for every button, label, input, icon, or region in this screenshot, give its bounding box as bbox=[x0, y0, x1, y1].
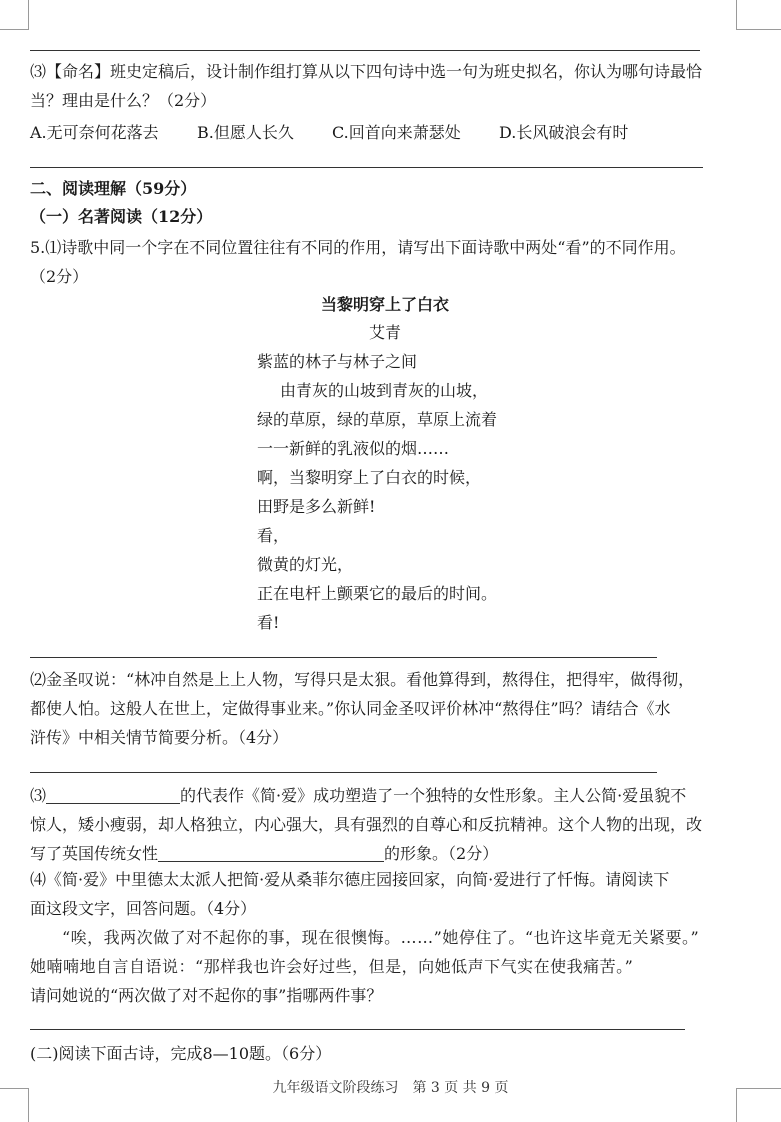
q3-line1: ⑶【命名】班史定稿后，设计制作组打算从以下四句诗中选一句为班史拟名，你认为哪句诗最恰 bbox=[30, 62, 703, 81]
poem-line: 一一新鲜的乳液似的烟…… bbox=[257, 439, 450, 458]
q5-part3-prefix: ⑶ bbox=[30, 786, 47, 805]
page-footer: 九年级语文阶段练习 第 3 页 共 9 页 bbox=[272, 1080, 509, 1096]
subsection-title: （一）名著阅读（12分） bbox=[30, 207, 213, 226]
q5-part4-line1: ⑷《简·爱》中里德太太派人把简·爱从桑菲尔德庄园接回家，向简·爱进行了忏悔。请阅读下 bbox=[30, 870, 670, 889]
blank-image[interactable] bbox=[158, 845, 384, 862]
answer-line[interactable] bbox=[30, 1029, 685, 1030]
poem-line: 微黄的灯光， bbox=[257, 555, 354, 574]
q3-line2: 当？理由是什么？（2分） bbox=[30, 91, 217, 110]
quote-line2: 她喃喃地自言自语说：“那样我也许会好过些，但是，向她低声下气实在使我痛苦。” bbox=[30, 957, 634, 976]
q5-part3-line3b: 的形象。（2分） bbox=[384, 844, 499, 863]
subsection-title: (二)阅读下面古诗，完成8—10题。（6分） bbox=[30, 1044, 332, 1063]
q3-option-b: B.但愿人长久 bbox=[197, 123, 294, 142]
answer-line[interactable] bbox=[30, 167, 703, 168]
q5-part2-line3: 浒传》中相关情节简要分析。（4分） bbox=[30, 728, 289, 747]
answer-line[interactable] bbox=[30, 772, 657, 773]
poem-line: 田野是多么新鲜! bbox=[257, 497, 376, 516]
section-title: 二、阅读理解（59分） bbox=[30, 179, 197, 198]
q3-option-c: C.回首向来萧瑟处 bbox=[332, 123, 461, 142]
blank-author[interactable] bbox=[46, 787, 180, 804]
q5-part3-line2: 惊人，矮小瘦弱，却人格独立，内心强大，具有强烈的自尊心和反抗精神。这个人物的出现，改 bbox=[30, 815, 703, 834]
q5-part1-line2: （2分） bbox=[30, 267, 89, 286]
poem-title: 当黎明穿上了白衣 bbox=[320, 295, 449, 314]
poem-line: 看， bbox=[257, 526, 290, 545]
q5-part4-question: 请问她说的“两次做了对不起你的事”指哪两件事？ bbox=[30, 986, 383, 1005]
crop-mark-top-left-v bbox=[28, 0, 29, 30]
poem-line: 绿的草原，绿的草原，草原上流着 bbox=[257, 410, 498, 429]
q3-option-d: D.长风破浪会有时 bbox=[499, 123, 629, 142]
crop-mark-top-left-h bbox=[0, 29, 28, 30]
poem-author: 艾青 bbox=[368, 323, 401, 342]
q5-part2-line1: ⑵金圣叹说：“林冲自然是上上人物，写得只是太狠。看他算得到，熬得住，把得牢，做得彻， bbox=[30, 670, 695, 689]
poem-line: 看! bbox=[257, 613, 280, 632]
q5-part3-line1 bbox=[30, 786, 686, 806]
q5-part3-line3 bbox=[30, 844, 498, 864]
q5-part1-line1: 5.⑴诗歌中同一个字在不同位置往往有不同的作用，请写出下面诗歌中两处“看”的不同作用。 bbox=[30, 238, 686, 257]
q3-option-a: A.无可奈何花落去 bbox=[30, 123, 159, 142]
q5-part3-line3a: 写了英国传统女性 bbox=[30, 844, 159, 863]
answer-line[interactable] bbox=[30, 50, 700, 51]
poem-line: 紫蓝的林子与林子之间 bbox=[257, 352, 418, 371]
answer-line[interactable] bbox=[30, 657, 657, 658]
crop-mark-top-right-v bbox=[736, 0, 737, 30]
q5-part2-line2: 都使人怕。这般人在世上，定做得事业来。”你认同金圣叹评价林冲“熬得住”吗？请结合《水 bbox=[30, 699, 671, 718]
q5-part3-text: 的代表作《简·爱》成功塑造了一个独特的女性形象。主人公简·爱虽貌不 bbox=[180, 786, 687, 805]
poem-line: 正在电杆上颤栗它的最后的时间。 bbox=[257, 584, 498, 603]
q5-part4-line2: 面这段文字，回答问题。（4分） bbox=[30, 899, 257, 918]
crop-mark-top-right-h bbox=[737, 29, 781, 30]
poem-line: 啊，当黎明穿上了白衣的时候， bbox=[257, 468, 482, 487]
poem-line: 由青灰的山坡到青灰的山坡， bbox=[280, 381, 489, 400]
quote-line1: “唉，我两次做了对不起你的事，现在很懊悔。……”她停住了。“也许这毕竟无关紧要。” bbox=[62, 928, 700, 947]
